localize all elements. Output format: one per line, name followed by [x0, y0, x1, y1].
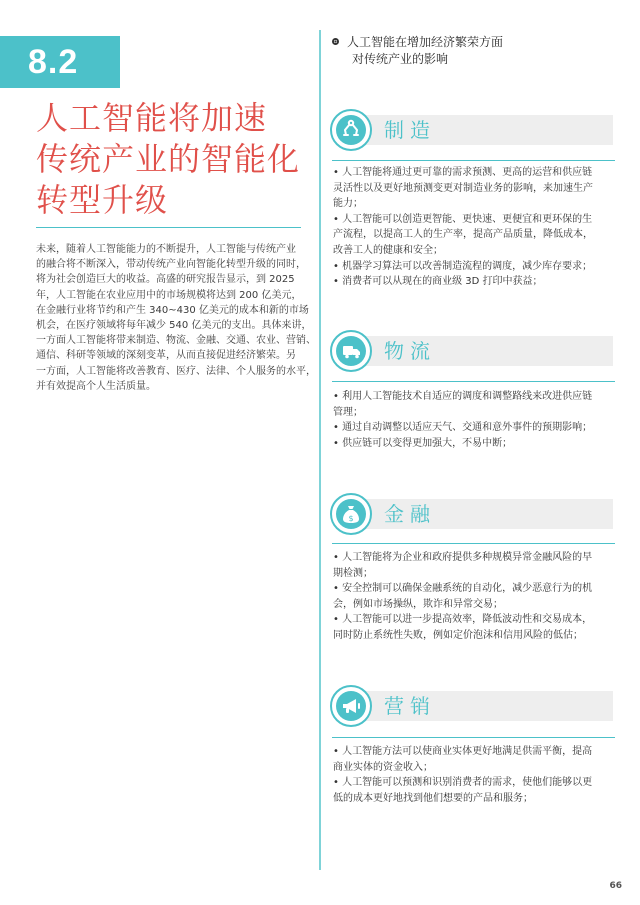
- truck-icon: [337, 337, 365, 365]
- intro-line: 一方面人工智能将带来制造、物流、金融、交通、农业、营销、: [36, 335, 316, 347]
- list-item: • 利用人工智能技术自适应的调度和调整路线来改进供应链: [333, 391, 593, 402]
- bullet-dot-icon: [332, 38, 339, 45]
- intro-line: 在金融行业将节约和产生 340~430 亿美元的成本和新的市场: [36, 304, 309, 316]
- list-item: 灵活性以及更好地预测变更对制造业务的影响，来加速生产: [333, 182, 593, 194]
- right-column-heading: [332, 34, 503, 68]
- category-divider: [332, 737, 615, 738]
- category-icon-badge: [330, 330, 372, 372]
- svg-text:$: $: [348, 514, 354, 523]
- column-divider: [319, 30, 321, 870]
- money-bag-icon: [337, 500, 365, 528]
- list-item: • 机器学习算法可以改善制造流程的调度，减少库存要求；: [333, 260, 593, 272]
- category-icon-badge: [330, 685, 372, 727]
- list-item: • 人工智能可以创造更智能、更快速、更便宜和更环保的生: [333, 213, 593, 225]
- category-title: 金融: [384, 502, 436, 526]
- list-item: • 通过自动调整以适应天气、交通和意外事件的预期影响；: [333, 422, 593, 434]
- intro-line: 年，人工智能在农业应用中的市场规模将达到 200 亿美元，: [36, 289, 302, 301]
- list-item: 能力；: [333, 198, 363, 210]
- list-item: • 消费者可以从现在的商业级 3D 打印中获益；: [333, 276, 543, 288]
- list-item: • 人工智能方法可以使商业实体更好地满足供需平衡，提高: [333, 746, 593, 757]
- list-item: • 人工智能将为企业和政府提供多种规模异常金融风险的早: [333, 552, 593, 563]
- heading-line: 对传统产业的影响: [352, 52, 449, 66]
- intro-line: 机会，在医疗领域将每年减少 540 亿美元的支出。具体来讲，: [36, 320, 312, 332]
- title-line: 传统产业的智能化: [36, 140, 301, 178]
- intro-line: 通信、科研等领域的深刻变革，从而直接促进经济繁荣。另: [36, 350, 296, 362]
- intro-line: 的融合将不断深入，带动传统产业向智能化转型升级的同时，: [36, 259, 306, 271]
- intro-paragraph: [36, 242, 316, 394]
- list-item: 管理；: [333, 406, 363, 418]
- list-item: • 供应链可以变得更加强大，不易中断；: [333, 437, 513, 449]
- intro-line: 并有效提高个人生活质量。: [36, 380, 156, 392]
- category-icon-badge: [330, 493, 372, 535]
- list-item: 期检测；: [333, 567, 373, 579]
- section-number-badge: 8.2: [0, 36, 120, 88]
- title-line: 人工智能将加速: [36, 99, 268, 137]
- list-item: 低的成本更好地找到他们想要的产品和服务；: [333, 792, 533, 804]
- category-divider: [332, 543, 615, 544]
- list-item: 改善工人的健康和安全；: [333, 244, 443, 256]
- title-divider: [36, 227, 301, 228]
- list-item: 产流程，以提高工人的生产率，提高产品质量，降低成本，: [333, 229, 593, 241]
- megaphone-icon: [337, 692, 365, 720]
- page-number: 66: [609, 881, 622, 891]
- page-title: [36, 98, 306, 221]
- category-items: [333, 165, 608, 290]
- category-title: 物流: [384, 339, 436, 363]
- list-item: 同时防止系统性失败，例如定价泡沫和信用风险的低估；: [333, 629, 583, 641]
- category-title: 制造: [384, 118, 436, 142]
- list-item: • 人工智能可以进一步提高效率，降低波动性和交易成本，: [333, 614, 593, 626]
- list-item: • 人工智能将通过更可靠的需求预测、更高的运营和供应链: [333, 167, 593, 178]
- category-items: [333, 550, 608, 644]
- category-items: [333, 389, 608, 451]
- category-icon-badge: [330, 109, 372, 151]
- list-item: 会，例如市场操纵，欺诈和异常交易；: [333, 598, 503, 610]
- category-items: [333, 744, 608, 806]
- intro-line: 将为社会创造巨大的收益。高盛的研究报告显示，到 2025: [36, 274, 295, 286]
- category-divider: [332, 160, 615, 161]
- category-divider: [332, 381, 615, 382]
- list-item: • 人工智能可以预测和识别消费者的需求，使他们能够以更: [333, 777, 593, 789]
- robot-arm-icon: [337, 116, 365, 144]
- heading-line: 人工智能在增加经济繁荣方面: [347, 35, 504, 49]
- intro-line: 未来，随着人工智能能力的不断提升，人工智能与传统产业: [36, 244, 296, 255]
- list-item: • 安全控制可以确保金融系统的自动化，减少恶意行为的机: [333, 583, 593, 595]
- title-line: 转型升级: [36, 181, 169, 219]
- intro-line: 一方面，人工智能将改善教育、医疗、法律、个人服务的水平，: [36, 365, 316, 377]
- list-item: 商业实体的资金收入；: [333, 761, 433, 773]
- category-title: 营销: [384, 694, 436, 718]
